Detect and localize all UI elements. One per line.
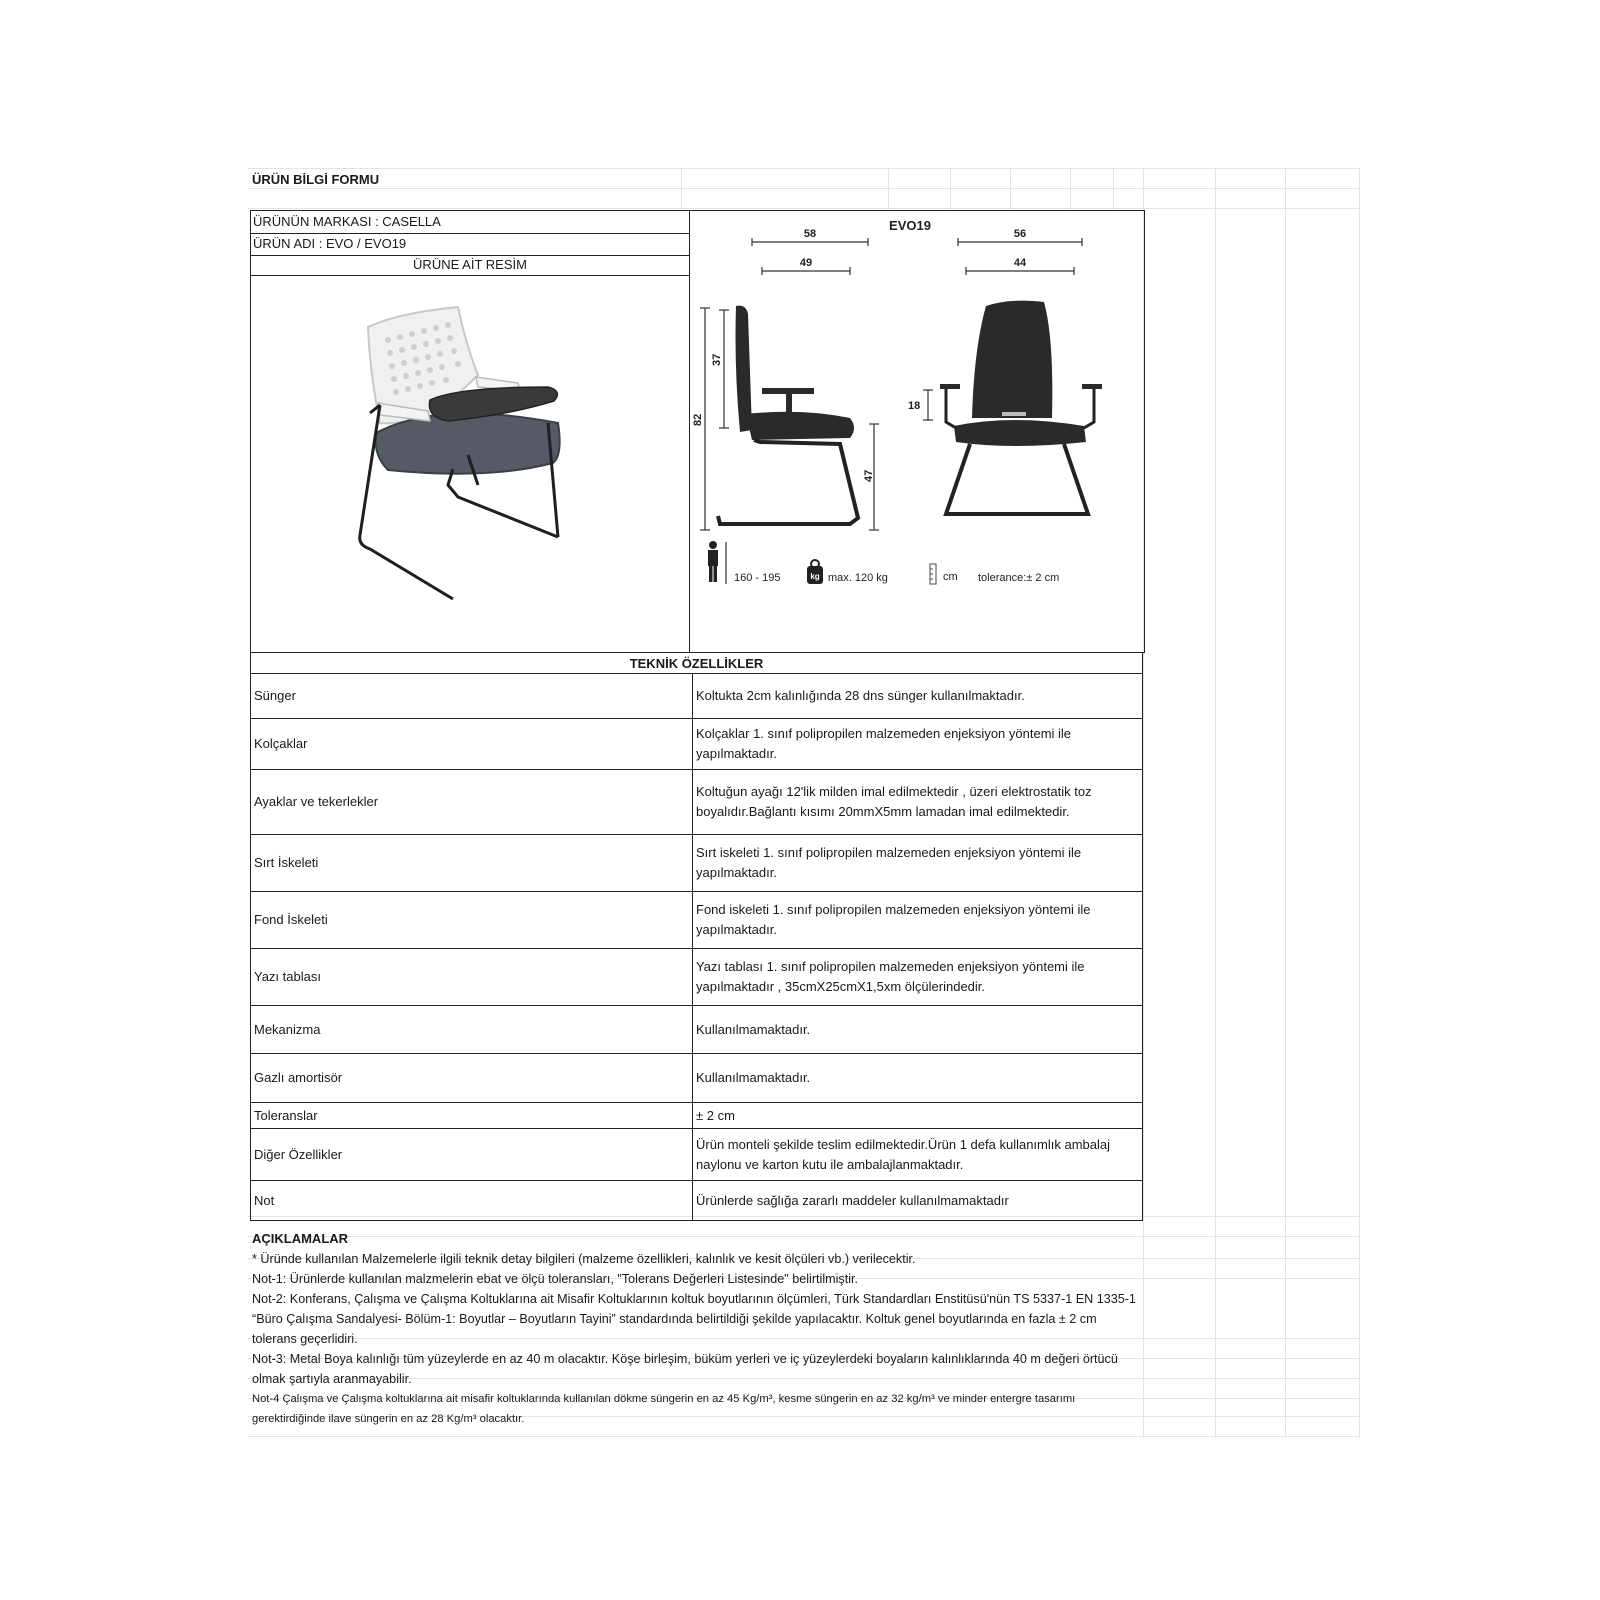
table-row (251, 835, 1143, 892)
note-1: Not-1: Ürünlerde kullanılan malzmelerin ebat ve ölçü toleransları, "Tolerans Değerleri Listesinde" belirtilmiştir. (252, 1272, 859, 1286)
spec-value: Koltuğun ayağı 12'lik milden imal edilmektedir , üzeri elektrostatik toz boyalıdır.Bağlantı kısımı 20mmX5mm lamadan imal edilmektedir. (693, 770, 1143, 835)
tolerance-label: tolerance:± 2 cm (978, 572, 1060, 584)
note-4: Not-4 Çalışma ve Çalışma koltuklarına ait misafir koltuklarında kullanılan dökme süngerin en az 45 Kg/m³, kesme süngerin en az 32 kg/m³ ve minder entergre tasarımı gerektirdiğinde ilave süngerin en az 28 Kg/m³ olacaktır. (252, 1393, 1076, 1425)
note-2: Not-2: Konferans, Çalışma ve Çalışma Koltuklarına ait Misafir Koltuklarının koltuk boyutlarının ölçümleri, Türk Standardları Enstitüsü'nün TS 5337-1 EN 1335-1 “Büro Çalışma Sandalyesi- Bölüm-1: Boyutlar – Boyutların Tayini” standardında belirtildiği şekilde yapılacaktır. Koltuk genel boyutlarında en fazla ± 2 cm tolerans geçerlidiri. (252, 1292, 1136, 1346)
spec-key: Sırt İskeleti (251, 835, 693, 892)
svg-text:kg: kg (810, 572, 820, 581)
spec-key: Mekanizma (251, 1006, 693, 1054)
dim-front-seat: 44 (1013, 257, 1027, 269)
ruler-icon (930, 564, 936, 584)
person-icon (708, 541, 726, 584)
dim-total-height: 82 (692, 413, 704, 426)
dim-back-height: 37 (711, 353, 723, 366)
spec-table (250, 652, 1143, 1221)
notes-header: AÇIKLAMALAR (252, 1231, 349, 1246)
dim-front-top: 56 (1013, 228, 1027, 240)
product-photo (358, 305, 588, 615)
brand-label: ÜRÜNÜN MARKASI : CASELLA (253, 214, 441, 229)
table-row (251, 1054, 1143, 1103)
chair-seat (376, 414, 560, 474)
spec-value: Kullanılmamaktadır. (693, 1054, 1143, 1103)
spec-value: Fond iskeleti 1. sınıf polipropilen malzemeden enjeksiyon yöntemi ile yapılmaktadır. (693, 892, 1143, 949)
unit-label: cm (943, 571, 958, 583)
table-row (251, 770, 1143, 835)
table-row (251, 719, 1143, 770)
spec-key: Not (251, 1181, 693, 1221)
spec-value: Yazı tablası 1. sınıf polipropilen malzemeden enjeksiyon yöntemi ile yapılmaktadır , 35cmX25cmX1,5xm ölçülerindedir. (693, 949, 1143, 1006)
table-row (251, 1103, 1143, 1129)
spec-key: Diğer Özellikler (251, 1129, 693, 1181)
spec-key: Fond İskeleti (251, 892, 693, 949)
table-row (251, 1129, 1143, 1181)
spec-value: Ürün monteli şekilde teslim edilmektedir.Ürün 1 defa kullanımlık ambalaj naylonu ve karton kutu ile ambalajlanmaktadır. (693, 1129, 1143, 1181)
spec-value: Ürünlerde sağlığa zararlı maddeler kullanılmamaktadır (693, 1181, 1143, 1221)
spec-key: Ayaklar ve tekerlekler (251, 770, 693, 835)
spec-key: Toleranslar (251, 1103, 693, 1129)
spec-value: Kullanılmamaktadır. (693, 1006, 1143, 1054)
image-header: ÜRÜNE AİT RESİM (413, 257, 527, 272)
dim-seat-height: 47 (863, 469, 875, 482)
dim-arm-height: 18 (908, 400, 921, 412)
dim-side-seat: 49 (799, 257, 813, 269)
table-row (251, 674, 1143, 719)
dim-side-top: 58 (803, 228, 817, 240)
weight-icon (807, 560, 823, 584)
spec-value: Koltukta 2cm kalınlığında 28 dns sünger kullanılmaktadır. (693, 674, 1143, 719)
technical-drawing (690, 218, 1135, 638)
note-general: * Üründe kullanılan Malzemelerle ilgili teknik detay bilgileri (malzeme özellikleri, kalınlık ve kesit ölçüleri vb.) verilecektir. (252, 1252, 916, 1266)
spec-key: Gazlı amortisör (251, 1054, 693, 1103)
notes-section (252, 1229, 1142, 1429)
note-3: Not-3: Metal Boya kalınlığı tüm yüzeylerde en az 40 m olacaktır. Köşe birleşim, büküm yerleri ve iç yüzeylerdeki boyaların kalınlıklarında 40 m değeri örtücü olmak şartıyla aranmayabilir. (252, 1352, 1118, 1386)
max-weight: max. 120 kg (828, 572, 888, 584)
spec-key: Kolçaklar (251, 719, 693, 770)
spec-value: Sırt iskeleti 1. sınıf polipropilen malzemeden enjeksiyon yöntemi ile yapılmaktadır. (693, 835, 1143, 892)
spec-header: TEKNİK ÖZELLİKLER (251, 653, 1143, 674)
spec-value: ± 2 cm (693, 1103, 1143, 1129)
table-row (251, 892, 1143, 949)
user-height-range: 160 - 195 (734, 572, 781, 584)
model-label: EVO19 (889, 218, 931, 233)
table-row (251, 1006, 1143, 1054)
form-title: ÜRÜN BİLGİ FORMU (252, 172, 380, 187)
front-view-chair (940, 301, 1102, 514)
side-view-chair (718, 306, 858, 524)
spec-key: Yazı tablası (251, 949, 693, 1006)
table-row (251, 1181, 1143, 1221)
table-row (251, 949, 1143, 1006)
spec-key: Sünger (251, 674, 693, 719)
product-name-label: ÜRÜN ADI : EVO / EVO19 (253, 236, 407, 251)
spec-value: Kolçaklar 1. sınıf polipropilen malzemeden enjeksiyon yöntemi ile yapılmaktadır. (693, 719, 1143, 770)
